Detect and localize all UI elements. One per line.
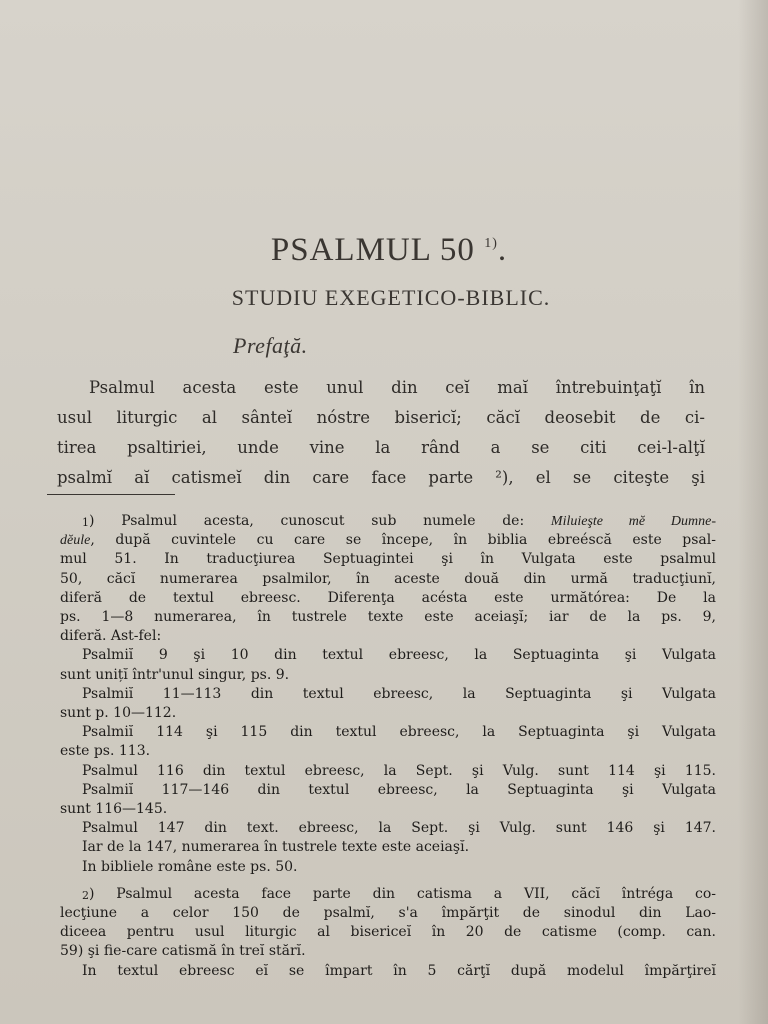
footnote-entry-line: este ps. 113. <box>60 743 151 760</box>
footnote-entry-line: Psalmiĭ 114 şi 115 din textul ebreesc, la Septuaginta şi Vulgata <box>82 724 716 741</box>
preface-paragraph <box>57 373 705 493</box>
title-suffix: . <box>497 232 508 268</box>
body-line: tirea psaltiriei, unde vine la rând a se citi cei-l-alţĭ <box>57 438 705 457</box>
italic-title: dĕule <box>60 533 91 549</box>
footnote-entry-line: sunt 116—145. <box>60 801 168 818</box>
preface-heading: Prefaţă. <box>233 333 308 358</box>
footnote-entry-line: Psalmiĭ 11—113 din textul ebreesc, la Septuaginta şi Vulgata <box>82 685 716 702</box>
footnote-entry-line: Psalmiĭ 117—146 din textul ebreesc, la Septuaginta şi Vulgata <box>82 781 716 798</box>
footnote-entry-line: sunt p. 10—112. <box>60 705 177 722</box>
footnote-entry-line: Psalmiĭ 9 şi 10 din textul ebreesc, la Septuaginta şi Vulgata <box>82 647 716 664</box>
footnote-entry-line: Psalmul 147 din text. ebreesc, la Sept. şi Vulg. sunt 146 şi 147. <box>82 820 716 837</box>
body-line: Psalmul acesta este unul din ceĭ maĭ întrebuinţaţĭ în <box>89 378 705 397</box>
footnote-1-line: $^1$) Psalmul acesta, cunoscut sub numele de: Miluieşte mĕ Dumne- <box>82 513 716 529</box>
body-line: psalmĭ aĭ catismeĭ din care face parte ²), el se citeşte şi <box>57 468 705 487</box>
footnote-2-line: $^2$) Psalmul acesta face parte din catisma a VII, căcĭ întréga co- <box>82 885 716 902</box>
footnote-2-line: 59) şi fie-care catismă în treĭ stărĭ. <box>60 943 306 960</box>
footnote-marker: 1 <box>82 516 89 529</box>
footnote-entry-line: Psalmul 116 din textul ebreesc, la Sept. şi Vulg. sunt 114 şi 115. <box>82 762 716 779</box>
page-subtitle: STUDIU EXEGETICO-BIBLIC. <box>231 285 551 310</box>
footnote-2-line: lecţiune a celor 150 de psalmĭ, s'a împărţit de sinodul din Lao- <box>60 905 716 922</box>
title-text: PSALMUL 50 <box>270 232 475 268</box>
footnote-1-line: diferă. Ast-fel: <box>60 628 162 645</box>
footnote-marker: 2 <box>82 888 89 902</box>
footnote-gap <box>60 877 716 885</box>
footnote-1-line: dĕule, după cuvintele cu care se începe, în biblia ebreéscă este psal- <box>60 532 716 549</box>
footnote-1-line: mul 51. In traducţiurea Septuagintei şi în Vulgata este psalmul <box>60 551 716 568</box>
footnote-entry-line: Iar de la 147, numerarea în tustrele texte este aceiaşĭ. <box>82 839 470 856</box>
footnote-entry-line: sunt unițĭ într'unul singur, ps. 9. <box>60 666 290 683</box>
footnote-1-line: 50, căcĭ numerarea psalmilor, în aceste două din urmă traducţiunĭ, <box>60 570 716 587</box>
italic-title: Miluieşte mĕ Dumne- <box>550 514 716 529</box>
footnote-divider <box>47 494 175 495</box>
footnote-1-line: diferă de textul ebreesc. Diferenţa acésta este următórea: De la <box>60 589 716 606</box>
page-edge-shadow <box>738 0 768 1024</box>
title-footnote-ref: 1) <box>484 236 498 251</box>
body-line: usul liturgic al sânteĭ nóstre bisericĭ; căcĭ deosebit de ci- <box>57 408 705 427</box>
footnotes <box>60 512 716 981</box>
page-title <box>0 232 768 269</box>
footnote-2-line: diceea pentru usul liturgic al bisericeĭ în 20 de catisme (comp. can. <box>60 924 716 941</box>
footnote-entry-line: In bibliele române este ps. 50. <box>82 858 298 875</box>
footnote-1-line: ps. 1—8 numerarea, în tustrele texte este aceiaşĭ; iar de la ps. 9, <box>60 609 716 626</box>
footnote-2-line: In textul ebreesc eĭ se împart în 5 cărţĭ după modelul împărţireĭ <box>82 962 716 979</box>
